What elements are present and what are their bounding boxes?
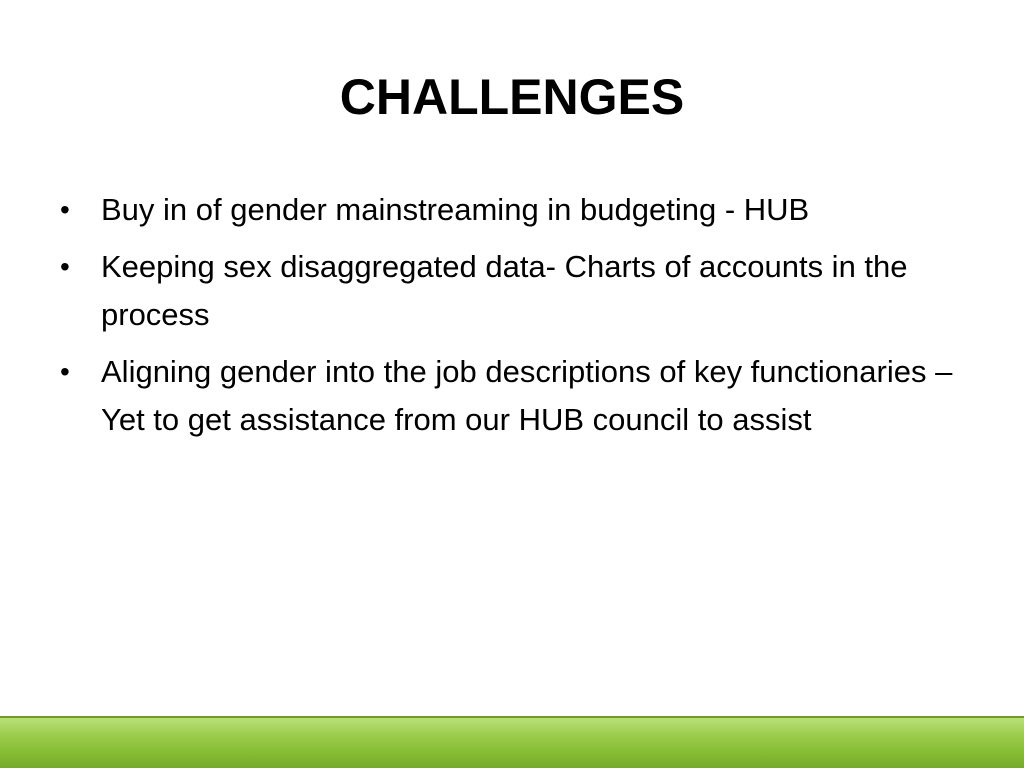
bullet-item <box>56 348 956 444</box>
bullet-text: Buy in of gender mainstreaming in budgeting - HUB <box>101 192 810 227</box>
bullet-text: Aligning gender into the job descriptions of key functionaries – Yet to get assistance from our HUB council to assist <box>101 354 953 437</box>
bullet-text: Keeping sex disaggregated data- Charts of accounts in the process <box>101 249 908 332</box>
bullet-item <box>56 186 956 234</box>
slide-title: CHALLENGES <box>339 69 685 125</box>
footer-bar <box>0 716 1024 768</box>
bullet-icon: • <box>60 194 70 225</box>
bullet-item <box>56 243 956 339</box>
bullet-icon: • <box>60 356 70 387</box>
bullet-icon: • <box>60 251 70 282</box>
bullet-list <box>56 186 956 453</box>
